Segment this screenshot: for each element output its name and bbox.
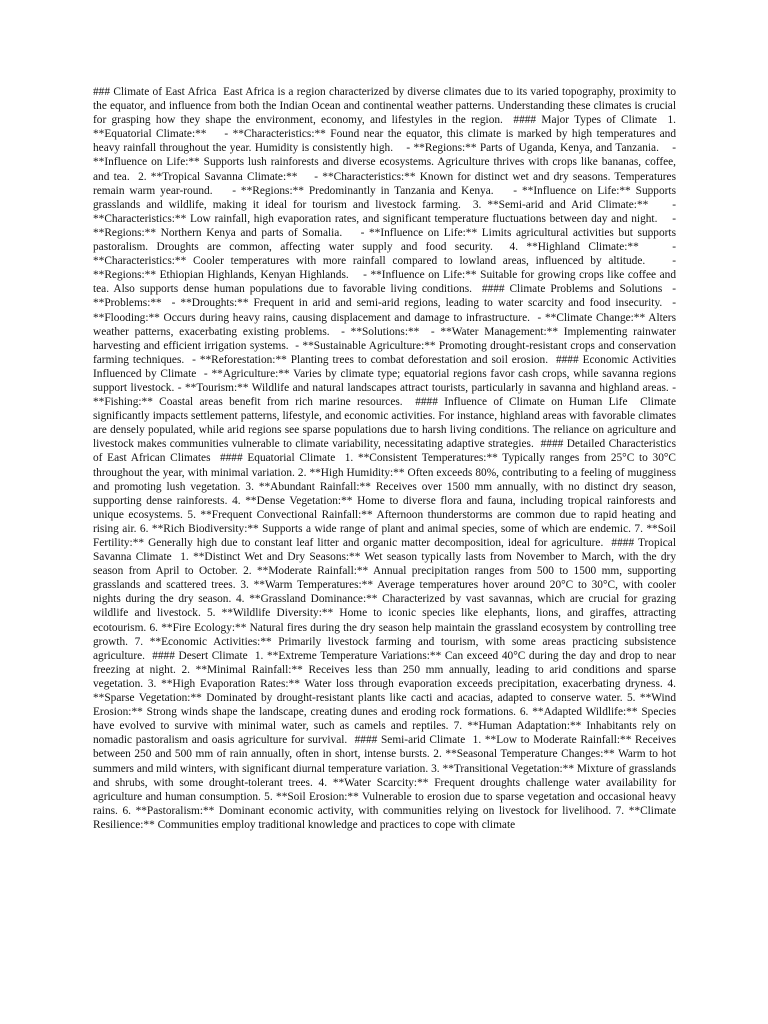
document-body-text: ### Climate of East Africa East Africa is a region characterized by diverse climates due to its varied topography, proximity to the equator, and influence from both the Indian Ocean and continental weather patterns. Understanding these climates is crucial for grasping how they shape the environment, economy, and lifestyles in the region. #### Major Types of Climate 1. **Equatorial Climate:** - **Characteristics:** Found near the equator, this climate is marked by high temperatures and heavy rainfall throughout the year. Humidity is consistently high. - **Regions:** Parts of Uganda, Kenya, and Tanzania. - **Influence on Life:** Supports lush rainforests and diverse ecosystems. Agriculture thrives with crops like bananas, coffee, and tea. 2. **Tropical Savanna Climate:** - **Characteristics:** Known for distinct wet and dry seasons. Temperatures remain warm year-round. - **Regions:** Predominantly in Tanzania and Kenya. - **Influence on Life:** Supports grasslands and wildlife, making it ideal for tourism and livestock farming. 3. **Semi-arid and Arid Climate:** - **Characteristics:** Low rainfall, high evaporation rates, and significant temperature fluctuations between day and night. - **Regions:** Northern Kenya and parts of Somalia. - **Influence on Life:** Limits agricultural activities but supports pastoralism. Droughts are common, affecting water supply and food security. 4. **Highland Climate:** - **Characteristics:** Cooler temperatures with more rainfall compared to lowland areas, influenced by altitude. - **Regions:** Ethiopian Highlands, Kenyan Highlands. - **Influence on Life:** Suitable for growing crops like coffee and tea. Also supports dense human populations due to favorable living conditions. #### Climate Problems and Solutions - **Problems:** - **Droughts:** Frequent in arid and semi-arid regions, leading to water scarcity and food insecurity. - **Flooding:** Occurs during heavy rains, causing displacement and damage to infrastructure. - **Climate Change:** Alters weather patterns, exacerbating existing problems. - **Solutions:** - **Water Management:** Implementing rainwater harvesting and efficient irrigation systems. - **Sustainable Agriculture:** Promoting drought-resistant crops and conservation farming techniques. - **Reforestation:** Planting trees to combat deforestation and soil erosion. #### Economic Activities Influenced by Climate - **Agriculture:** Varies by climate type; equatorial regions favor cash crops, while savanna regions support livestock. - **Tourism:** Wildlife and natural landscapes attract tourists, particularly in savanna and highland areas. - **Fishing:** Coastal areas benefit from rich marine resources. #### Influence of Climate on Human Life Climate significantly impacts settlement patterns, lifestyle, and economic activities. For instance, highland areas with favorable climates are densely populated, while arid regions see sparse populations due to harsh living conditions. The reliance on agriculture and livestock makes communities vulnerable to climate variability, necessitating adaptive strategies. #### Detailed Characteristics of East African Climates #### Equatorial Climate 1. **Consistent Temperatures:** Typically ranges from 25°C to 30°C throughout the year, with minimal variation. 2. **High Humidity:** Often exceeds 80%, contributing to a feeling of mugginess and promoting lush vegetation. 3. **Abundant Rainfall:** Receives over 1500 mm annually, with no distinct dry season, supporting dense rainforests. 4. **Dense Vegetation:** Home to diverse flora and fauna, including tropical rainforests and unique ecosystems. 5. **Frequent Convectional Rainfall:** Afternoon thunderstorms are common due to rapid heating and rising air. 6. **Rich Biodiversity:** Supports a wide range of plant and animal species, some of which are endemic. 7. **Soil Fertility:** Generally high due to constant leaf litter and organic matter decomposition, ideal for agriculture. #### Tropical Savanna Climate 1. **Distinct Wet and Dry Seasons:** Wet season typically lasts from November to March, with the dry season from April to October. 2. **Moderate Rainfall:** Annual precipitation ranges from 500 to 1500 mm, supporting grasslands and scattered trees. 3. **Warm Temperatures:** Average temperatures hover around 20°C to 30°C, with cooler nights during the dry season. 4. **Grassland Dominance:** Characterized by vast savannas, which are crucial for grazing wildlife and livestock. 5. **Wildlife Diversity:** Home to iconic species like elephants, lions, and giraffes, attracting ecotourism. 6. **Fire Ecology:** Natural fires during the dry season help maintain the grassland ecosystem by controlling tree growth. 7. **Economic Activities:** Primarily livestock farming and tourism, with some areas practicing subsistence agriculture. #### Desert Climate 1. **Extreme Temperature Variations:** Can exceed 40°C during the day and drop to near freezing at night. 2. **Minimal Rainfall:** Receives less than 250 mm annually, leading to arid conditions and sparse vegetation. 3. **High Evaporation Rates:** Water loss through evaporation exceeds precipitation, exacerbating dryness. 4. **Sparse Vegetation:** Dominated by drought-resistant plants like cacti and acacias, adapted to conserve water. 5. **Wind Erosion:** Strong winds shape the landscape, creating dunes and eroding rock formations. 6. **Adapted Wildlife:** Species have evolved to survive with minimal water, such as camels and reptiles. 7. **Human Adaptation:** Inhabitants rely on nomadic pastoralism and oasis agriculture for survival. #### Semi-arid Climate 1. **Low to Moderate Rainfall:** Receives between 250 and 500 mm of rain annually, often in short, intense bursts. 2. **Seasonal Temperature Changes:** Warm to hot summers and mild winters, with significant diurnal temperature variation. 3. **Transitional Vegetation:** Mixture of grasslands and shrubs, with some drought-tolerant trees. 4. **Water Scarcity:** Frequent droughts challenge water availability for agriculture and human consumption. 5. **Soil Erosion:** Vulnerable to erosion due to sparse vegetation and occasional heavy rains. 6. **Pastoralism:** Dominant economic activity, with communities relying on livestock for livelihood. 7. **Climate Resilience:** Communities employ traditional knowledge and practices to cope with climate — [93, 86, 679, 831]
